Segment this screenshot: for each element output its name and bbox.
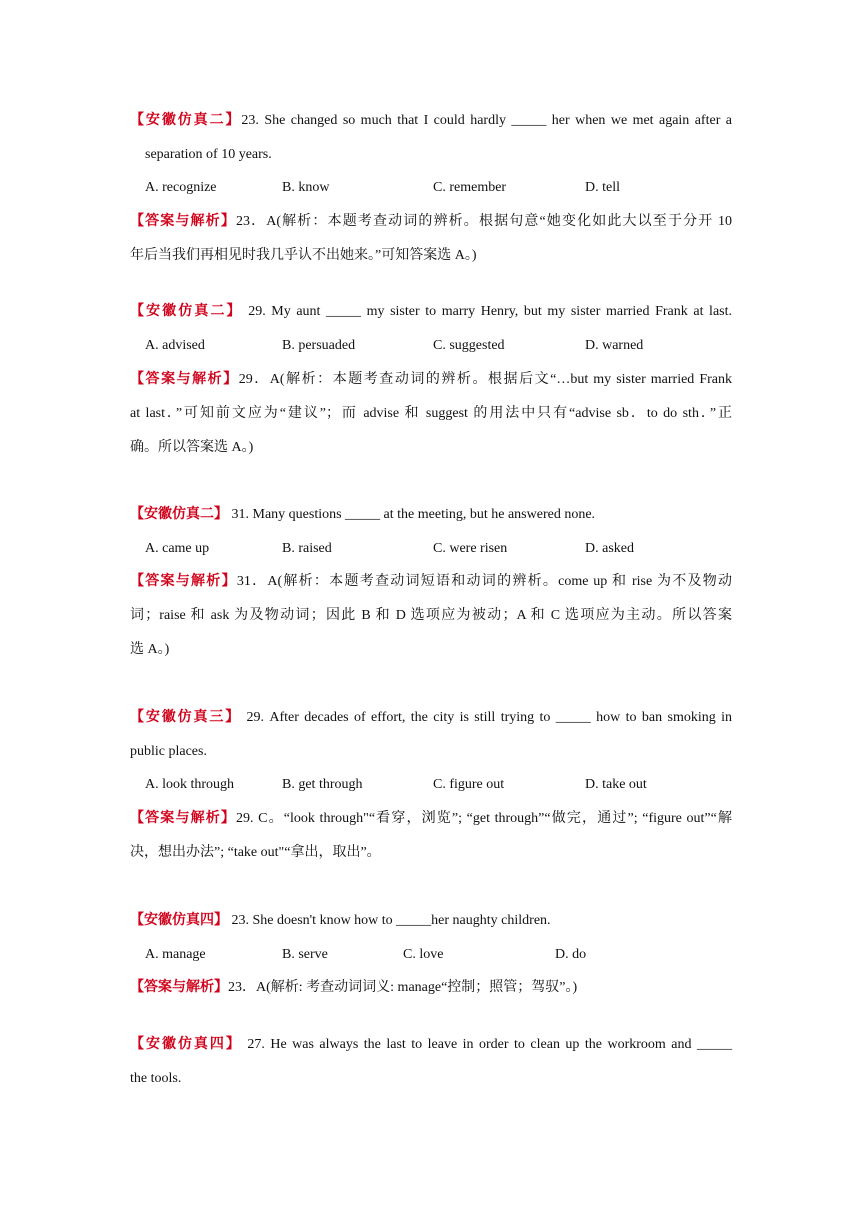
option-c: C. remember — [433, 180, 507, 195]
option-c: C. love — [403, 947, 444, 962]
option-a: A. look through — [145, 777, 235, 792]
option-d: D. warned — [585, 338, 644, 353]
question-stem — [130, 1035, 732, 1055]
source-tag: 【安徽仿真二】 — [130, 304, 243, 319]
stem-text: 29. After decades of effort, the city is still trying to _____ how to ban smoking in — [241, 710, 732, 725]
answer-explanation — [130, 370, 732, 390]
answer-tag: 【答案与解析】 — [130, 811, 237, 826]
source-tag: 【安徽仿真三】 — [130, 710, 242, 725]
answer-text: 23．A(解析：本题考查动词的辨析。根据句意“她变化如此大以至于分开 10 — [235, 214, 732, 229]
option-a: A. recognize — [145, 180, 217, 195]
option-d: D. do — [555, 947, 587, 962]
question-stem — [130, 911, 551, 931]
answer-continuation: 确。所以答案选 A。) — [130, 440, 254, 455]
source-tag: 【安徽仿真四】 — [130, 913, 228, 928]
option-d: D. tell — [585, 180, 620, 195]
option-b: B. raised — [282, 541, 332, 556]
answer-explanation — [130, 572, 732, 592]
option-a: A. manage — [145, 947, 206, 962]
source-tag: 【安徽仿真二】 — [130, 507, 228, 522]
source-tag: 【安徽仿真二】 — [130, 113, 242, 128]
question-stem — [130, 708, 732, 728]
source-tag: 【安徽仿真四】 — [130, 1037, 242, 1052]
stem-continuation: the tools. — [130, 1071, 182, 1086]
stem-continuation: public places. — [130, 744, 207, 759]
stem-text: 23. She changed so much that I could hardly _____ her when we met again after a — [241, 113, 732, 128]
option-d: D. asked — [585, 541, 634, 556]
answer-tag: 【答案与解析】 — [130, 574, 237, 589]
answer-explanation — [130, 809, 732, 829]
option-b: B. know — [282, 180, 330, 195]
answer-text: 23．A(解析: 考查动词词义: manage“控制；照管；驾驭”。) — [228, 980, 578, 995]
option-a: A. came up — [145, 541, 210, 556]
answer-text: 29．A(解析：本题考查动词的辨析。根据后文“…but my sister married Frank — [238, 372, 733, 387]
question-stem — [130, 505, 595, 525]
stem-text: 27. He was always the last to leave in order to clean up the workroom and _____ — [241, 1037, 732, 1052]
stem-continuation: separation of 10 years. — [145, 147, 272, 162]
option-a: A. advised — [145, 338, 205, 353]
answer-continuation: 选 A。) — [130, 642, 170, 657]
answer-continuation: at last．”可知前文应为“建议”；而 advise 和 suggest 的用法中只有“advise sb．to do sth．”正 — [130, 406, 732, 421]
answer-tag: 【答案与解析】 — [130, 214, 236, 229]
option-b: B. persuaded — [282, 338, 356, 353]
question-stem — [130, 111, 732, 131]
answer-continuation: 决，想出办法”; “take out"“拿出，取出”。 — [130, 845, 381, 860]
question-stem — [130, 302, 732, 322]
option-c: C. suggested — [433, 338, 505, 353]
answer-explanation — [130, 212, 732, 232]
option-c: C. were risen — [433, 541, 508, 556]
answer-tag: 【答案与解析】 — [130, 372, 239, 387]
answer-text: 31．A(解析：本题考查动词短语和动词的辨析。come up 和 rise 为不及物动 — [236, 574, 733, 589]
answer-tag: 【答案与解析】 — [130, 980, 228, 995]
option-b: B. get through — [282, 777, 363, 792]
stem-text: 31. Many questions _____ at the meeting, but he answered none. — [228, 507, 596, 522]
stem-text: 29. My aunt _____ my sister to marry Henry, but my sister married Frank at last. — [242, 304, 732, 319]
option-b: B. serve — [282, 947, 328, 962]
answer-explanation — [130, 978, 577, 998]
stem-text: 23. She doesn't know how to _____her naughty children. — [228, 913, 551, 928]
answer-text: 29. C。“look through"“看穿，浏览”; “get through”“做完，通过”; “figure out”“解 — [236, 811, 732, 826]
answer-continuation: 词；raise 和 ask 为及物动词；因此 B 和 D 选项应为被动；A 和 C 选项应为主动。所以答案 — [130, 608, 732, 623]
answer-continuation: 年后当我们再相见时我几乎认不出她来。”可知答案选 A。) — [130, 248, 477, 263]
option-c: C. figure out — [433, 777, 505, 792]
option-d: D. take out — [585, 777, 647, 792]
